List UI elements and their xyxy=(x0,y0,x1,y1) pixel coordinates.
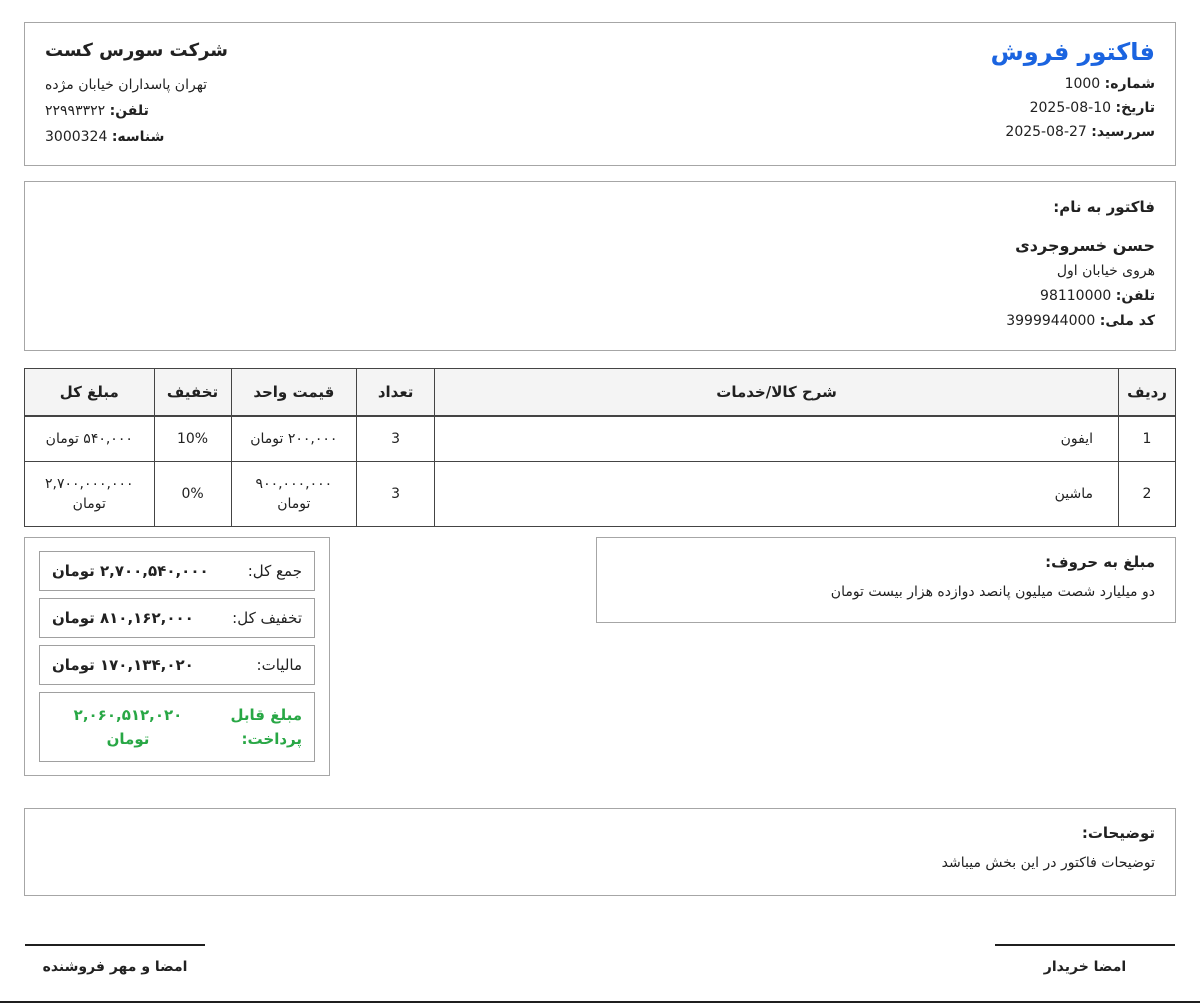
invoice-date-line xyxy=(991,96,1155,120)
seller-signature-label: امضا و مهر فروشنده xyxy=(42,959,188,975)
col-header-row-no: ردیف xyxy=(1119,369,1176,417)
cell-discount: 10% xyxy=(154,416,231,462)
subtotal-label: جمع کل: xyxy=(247,562,302,580)
notes-label: توضیحات: xyxy=(1081,824,1155,842)
buyer-national-id-line xyxy=(45,309,1155,334)
cell-description: ماشین xyxy=(435,462,1119,527)
buyer-name: حسن خسروجردی xyxy=(1015,236,1155,255)
amount-in-words-label: مبلغ به حروف: xyxy=(1045,553,1155,571)
buyer-national-id-value: 3999944000 xyxy=(1006,313,1096,329)
seller-phone-value: ۲۲۹۹۳۳۲۲ xyxy=(45,103,106,119)
cell-total: ۵۴۰,۰۰۰ تومان xyxy=(25,416,155,462)
seller-address: تهران پاسداران خیابان مژده xyxy=(45,77,208,93)
subtotal-row xyxy=(39,551,315,591)
invoice-date-value: 10-08-2025 xyxy=(1029,100,1112,116)
invoice-date-label: تاریخ: xyxy=(1115,100,1155,116)
buyer-address: هروی خیابان اول xyxy=(1056,263,1155,279)
seller-signature xyxy=(25,944,205,975)
invoice-header-box xyxy=(24,22,1176,166)
buyer-national-id-label: کد ملی: xyxy=(1099,313,1155,329)
tax-value: ۱۷۰,۱۳۴,۰۲۰ تومان xyxy=(52,656,194,674)
cell-unit-price: ۹۰۰,۰۰۰,۰۰۰ تومان xyxy=(231,462,357,527)
buyer-signature xyxy=(995,944,1175,975)
amount-in-words-text: دو میلیارد شصت میلیون پانصد دوازده هزار بیست تومان xyxy=(830,584,1155,600)
discount-total-row xyxy=(39,598,315,638)
payable-value: ۲,۰۶۰,۵۱۲,۰۲۰ تومان xyxy=(73,706,183,748)
notes-box xyxy=(24,808,1176,896)
items-header-row xyxy=(25,369,1176,417)
invoice-number-line xyxy=(991,72,1155,96)
discount-total-value: ۸۱۰,۱۶۲,۰۰۰ تومان xyxy=(52,609,194,627)
subtotal-value: ۲,۷۰۰,۵۴۰,۰۰۰ تومان xyxy=(52,562,209,580)
col-header-total: مبلغ کل xyxy=(25,369,155,417)
page-bottom-rule xyxy=(0,1001,1200,1003)
buyer-info-box xyxy=(24,181,1176,351)
buyer-signature-label: امضا خریدار xyxy=(1043,959,1127,975)
cell-row-no: 2 xyxy=(1119,462,1176,527)
summary-section xyxy=(24,537,1176,776)
seller-name: شرکت سورس کست xyxy=(45,40,228,61)
seller-id-line xyxy=(45,124,228,150)
amount-in-words-box xyxy=(596,537,1176,623)
cell-description: ایفون xyxy=(435,416,1119,462)
cell-row-no: 1 xyxy=(1119,416,1176,462)
cell-quantity: 3 xyxy=(357,416,435,462)
buyer-phone-label: تلفن: xyxy=(1115,288,1155,304)
signatures-section xyxy=(24,944,1176,975)
invoice-due-line xyxy=(991,120,1155,144)
payable-label: مبلغ قابل پرداخت: xyxy=(230,706,302,748)
col-header-discount: تخفیف xyxy=(154,369,231,417)
cell-discount: 0% xyxy=(154,462,231,527)
totals-box xyxy=(24,537,330,776)
cell-total: ۲,۷۰۰,۰۰۰,۰۰۰ تومان xyxy=(25,462,155,527)
invoice-due-value: 27-08-2025 xyxy=(1005,124,1087,140)
invoice-due-label: سررسید: xyxy=(1091,124,1155,140)
payable-row xyxy=(39,692,315,762)
invoice-number-value: 1000 xyxy=(1064,76,1101,92)
seller-phone-line xyxy=(45,98,228,124)
cell-quantity: 3 xyxy=(357,462,435,527)
buyer-section-title: فاکتور به نام: xyxy=(1053,198,1155,216)
cell-unit-price: ۲۰۰,۰۰۰ تومان xyxy=(231,416,357,462)
seller-id-label: شناسه: xyxy=(111,129,165,145)
table-row xyxy=(25,416,1176,462)
tax-label: مالیات: xyxy=(256,656,302,674)
seller-info xyxy=(45,36,228,150)
buyer-phone-line xyxy=(45,284,1155,309)
items-table xyxy=(24,368,1176,527)
col-header-description: شرح کالا/خدمات xyxy=(435,369,1119,417)
buyer-signature-line xyxy=(995,944,1175,946)
invoice-title: فاکتور فروش xyxy=(990,38,1155,66)
buyer-phone-value: 98110000 xyxy=(1040,288,1112,304)
col-header-unit-price: قیمت واحد xyxy=(231,369,357,417)
seller-phone-label: تلفن: xyxy=(109,103,149,119)
col-header-quantity: تعداد xyxy=(357,369,435,417)
invoice-number-label: شماره: xyxy=(1104,76,1155,92)
notes-text: توضیحات فاکتور در این بخش میباشد xyxy=(941,855,1155,871)
discount-total-label: تخفیف کل: xyxy=(232,609,302,627)
tax-row xyxy=(39,645,315,685)
seller-id-value: 3000324 xyxy=(45,129,108,145)
table-row xyxy=(25,462,1176,527)
invoice-meta xyxy=(991,36,1155,150)
seller-signature-line xyxy=(25,944,205,946)
